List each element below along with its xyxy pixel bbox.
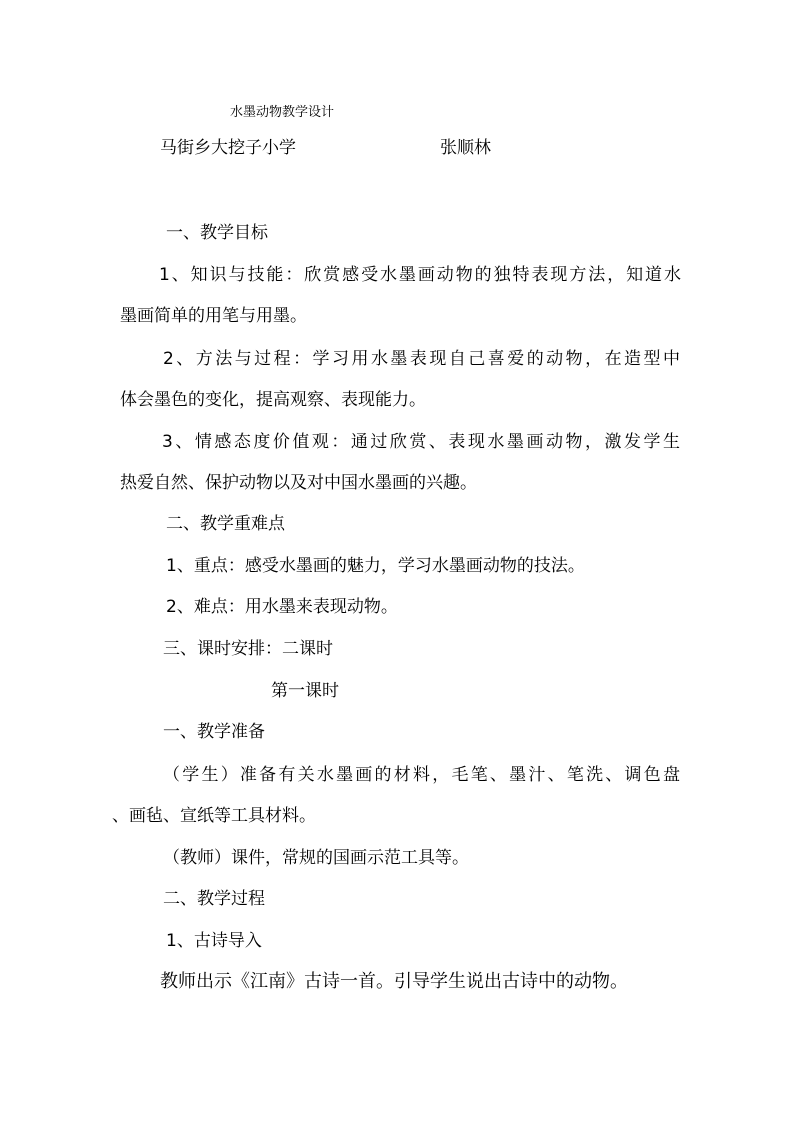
paragraph-line: 3、情感态度价值观：通过欣赏、表现水墨画动物，激发学生 xyxy=(162,432,680,452)
section-heading: 一、教学准备 xyxy=(163,722,265,742)
section-heading: 一、教学目标 xyxy=(166,223,268,243)
document-title: 水墨动物教学设计 xyxy=(230,105,335,120)
school-name: 马街乡大挖子小学 xyxy=(160,138,296,158)
paragraph-line: 教师出示《江南》古诗一首。引导学生说出古诗中的动物。 xyxy=(160,971,628,992)
section-heading: 二、教学过程 xyxy=(163,889,265,909)
paragraph-line: 1、重点：感受水墨画的魅力，学习水墨画动物的技法。 xyxy=(166,556,585,576)
paragraph-line: 2、难点：用水墨来表现动物。 xyxy=(166,597,398,617)
section-heading: 二、教学重难点 xyxy=(166,514,285,534)
paragraph-line: 热爱自然、保护动物以及对中国水墨画的兴趣。 xyxy=(120,473,477,493)
paragraph-line: 2、方法与过程：学习用水墨表现自己喜爱的动物，在造型中 xyxy=(163,349,680,369)
section-heading: 三、课时安排：二课时 xyxy=(163,639,333,659)
paragraph-line: （教师）课件，常规的国画示范工具等。 xyxy=(163,848,469,868)
paragraph-line: 1、知识与技能：欣赏感受水墨画动物的独特表现方法，知道水 xyxy=(159,265,681,285)
paragraph-line: 1、古诗导入 xyxy=(166,931,262,951)
subheading: 第一课时 xyxy=(271,681,339,701)
paragraph-line: 体会墨色的变化，提高观察、表现能力。 xyxy=(120,390,426,410)
paragraph-line: （学生）准备有关水墨画的材料，毛笔、墨汁、笔洗、调色盘 xyxy=(163,765,680,785)
author-name: 张顺林 xyxy=(440,138,491,158)
paragraph-line: 、画毡、宣纸等工具材料。 xyxy=(112,806,316,826)
paragraph-line: 墨画简单的用笔与用墨。 xyxy=(120,306,307,326)
